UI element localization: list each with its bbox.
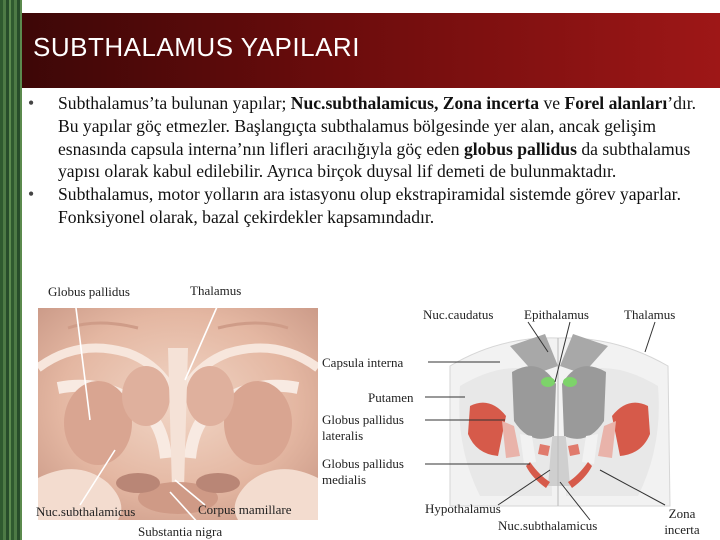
bullet-1-text-part-3: ’dır. Bu yapılar göç etmezler. Başlangıçta subthalamus bölgesinde yer alan, ancak gelişim esnasında capsula interna’nın lifleri aracılığıyla göç eden (58, 93, 697, 159)
label-substantia-nigra: Substantia nigra (138, 524, 223, 539)
label-globus-pallidus: Globus pallidus (48, 284, 130, 299)
slide-title: SUBTHALAMUS YAPILARI (33, 32, 360, 62)
bullet-1-text-part-4: da subthalamus yapısı olarak kabul edilebilir. Ayrıca birçok duysal lif demeti de bulunmaktadır. (58, 138, 691, 182)
label-hypothalamus: Hypothalamus (425, 501, 501, 516)
label-nuc-subthalamicus-right: Nuc.subthalamicus (498, 518, 598, 533)
bullet-1-text-part-2: ve (539, 93, 565, 113)
bullet-dot: • (28, 184, 35, 205)
label-nuc-caudatus: Nuc.caudatus (423, 307, 494, 322)
label-corpus-mamillare: Corpus mamillare (198, 502, 292, 517)
label-thalamus-right: Thalamus (624, 307, 676, 322)
bullet-2-text: Subthalamus, motor yolların ara istasyonu olup ekstrapiramidal sistemde görev yaparlar. Fonksiyonel olarak, bazal çekirdekler kapsamındadır. (58, 184, 681, 227)
label-globus-pallidus-medialis: Globus pallidus medialis (322, 456, 404, 487)
bullet-dot: • (28, 93, 35, 113)
bullet-1-bold-nuclei: Nuc.subthalamicus, Zona incerta (290, 93, 540, 113)
label-zona-incerta: Zona incerta (664, 506, 700, 537)
label-thalamus-left: Thalamus (190, 283, 242, 298)
label-capsula-interna: Capsula interna (322, 355, 404, 370)
label-globus-pallidus-lateralis: Globus pallidus lateralis (322, 412, 404, 443)
label-putamen: Putamen (368, 390, 414, 405)
bullet-1-bold-forel: Forel alanları (564, 93, 668, 113)
label-epithalamus: Epithalamus (524, 307, 589, 322)
label-nuc-subthalamicus-left: Nuc.subthalamicus (36, 504, 136, 519)
bullet-1-bold-globus-pallidus: globus pallidus (463, 138, 577, 159)
bullet-1-text-part-1: Subthalamus’ta bulunan yapılar; (58, 93, 291, 113)
